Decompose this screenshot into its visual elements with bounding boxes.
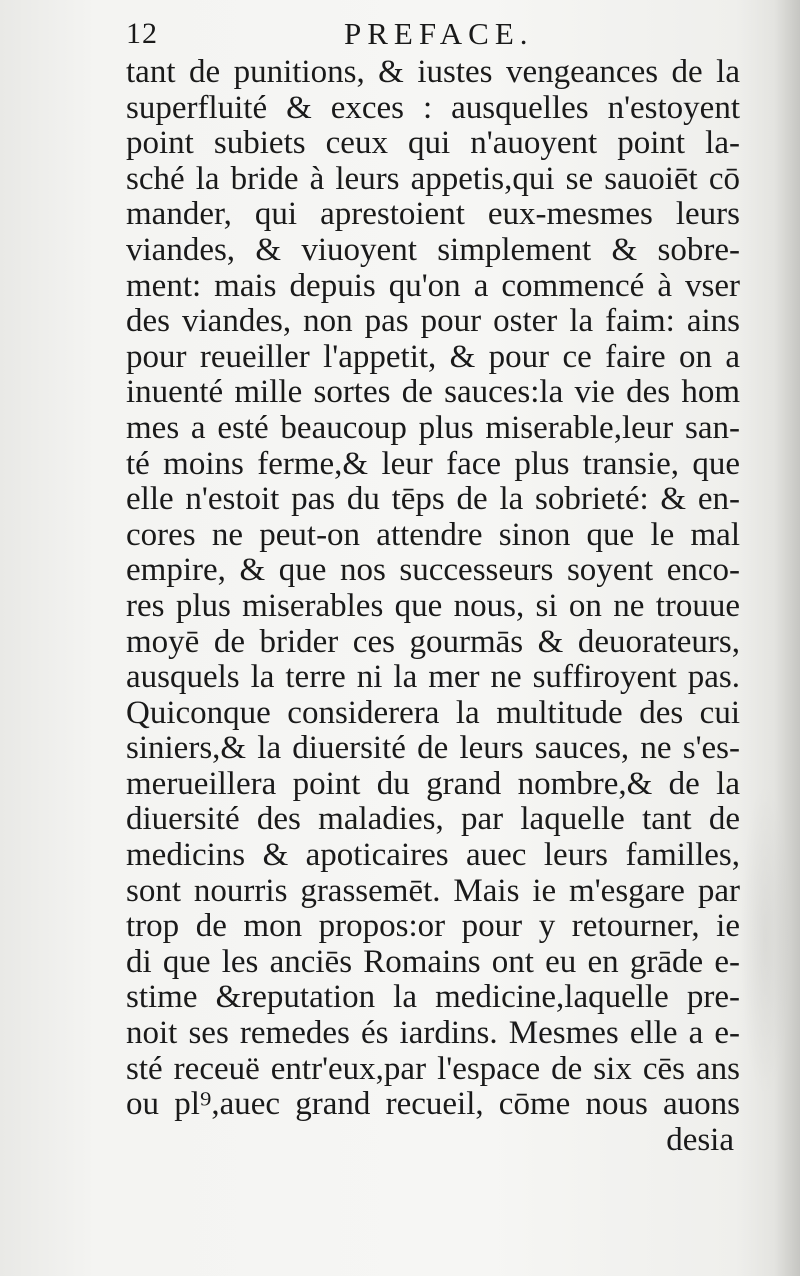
text-line: elle n'estoit pas du tēps de la sobrieté: & en-: [126, 482, 740, 518]
text-line: medicins & apoticaires auec leurs familles,: [126, 838, 740, 874]
show-through-bleed: [740, 780, 790, 1100]
text-line: diuersité des maladies, par laquelle tant de: [126, 802, 740, 838]
text-line: cores ne peut-on attendre sinon que le mal: [126, 517, 740, 553]
text-line: sché la bride à leurs appetis,qui se sauoiēt cō: [126, 161, 740, 197]
text-line: siniers,& la diuersité de leurs sauces, ne s'es-: [126, 731, 740, 767]
text-line: pour reueiller l'appetit, & pour ce faire on a: [126, 339, 740, 375]
text-line: trop de mon propos:or pour y retourner, ie: [126, 909, 740, 945]
catchword: desia: [666, 1122, 734, 1158]
page-header: [126, 14, 746, 54]
text-line: noit ses remedes és iardins. Mesmes elle a e-: [126, 1016, 740, 1052]
text-line: merueillera point du grand nombre,& de la: [126, 766, 740, 802]
text-line: viandes, & viuoyent simplement & sobre-: [126, 232, 740, 268]
text-line: inuenté mille sortes de sauces:la vie des hom: [126, 375, 740, 411]
text-line: stime &reputation la medicine,laquelle pre-: [126, 980, 740, 1016]
text-line: mes a esté beaucoup plus miserable,leur san-: [126, 410, 740, 446]
running-title: PREFACE.: [344, 16, 534, 51]
page-number: 12: [126, 17, 158, 50]
text-line: tant de punitions, & iustes vengeances de la: [126, 55, 740, 90]
text-line: res plus miserables que nous, si on ne trouue: [126, 588, 740, 624]
text-line: Quiconque considerera la multitude des cui: [126, 695, 740, 731]
body-text: [126, 55, 740, 1158]
text-line: point subiets ceux qui n'auoyent point la-: [126, 126, 740, 162]
text-line: ment: mais depuis qu'on a commencé à vser: [126, 268, 740, 304]
text-line: té moins ferme,& leur face plus transie, que: [126, 446, 740, 482]
text-line: empire, & que nos successeurs soyent enco-: [126, 553, 740, 589]
text-line: superfluité & exces : ausquelles n'estoyent: [126, 90, 740, 126]
text-line: di que les anciēs Romains ont eu en grāde e-: [126, 944, 740, 980]
text-line: mander, qui aprestoient eux-mesmes leurs: [126, 197, 740, 233]
text-line: moyē de brider ces gourmās & deuorateurs,: [126, 624, 740, 660]
text-line: ausquels la terre ni la mer ne suffiroyent pas.: [126, 660, 740, 696]
text-line: sont nourris grassemēt. Mais ie m'esgare par: [126, 873, 740, 909]
text-line: ou pl⁹,auec grand recueil, cōme nous auons: [126, 1087, 740, 1123]
text-line: sté receuë entr'eux,par l'espace de six cēs ans: [126, 1051, 740, 1087]
text-line: des viandes, non pas pour oster la faim: ains: [126, 304, 740, 340]
